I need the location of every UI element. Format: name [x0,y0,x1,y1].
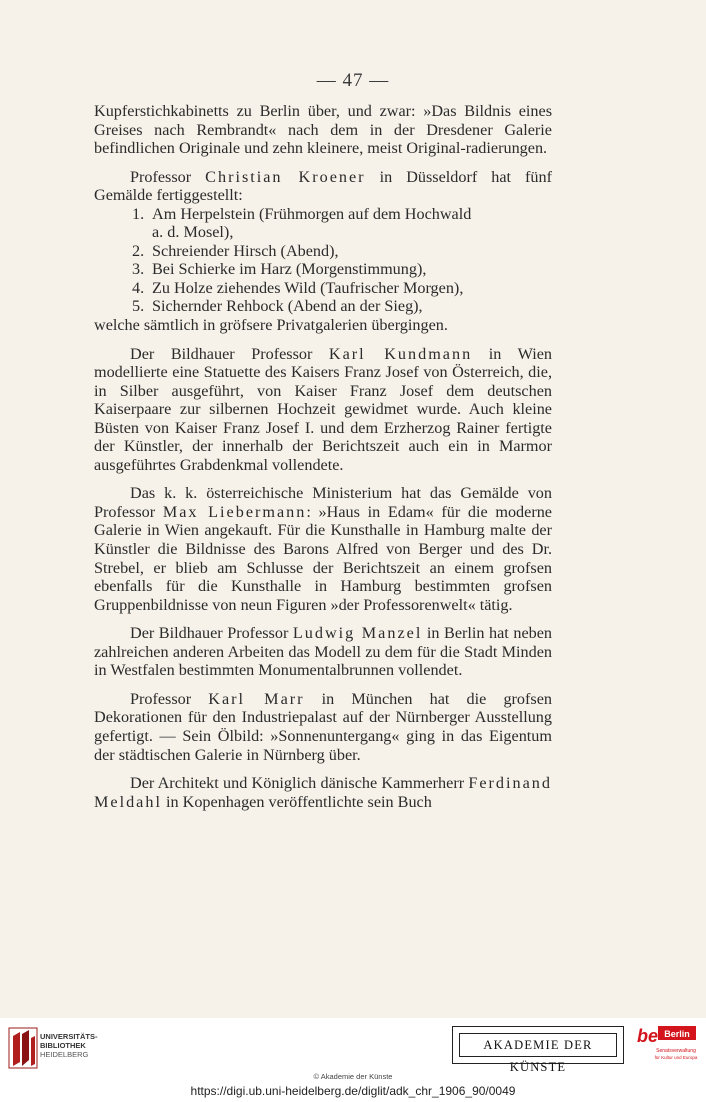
paragraph-4: Das k. k. österreichische Ministerium hat das Gemälde von Professor Max Liebermann: »Haus in Edam« für die moderne Galerie in Wien angekauft. Für die Kunsthalle in Hamburg malte der Künstler die Bildnisse des Barons Alfred von Berger und des Dr. Strebel, er blieb am Schlusse der Berichtszeit an einem grofsen ebenfalls für die Kunsthalle in Hamburg bestimmten grofsen Gruppenbildnisse von neun Figuren »der Professorenwelt« tätig. [94,484,552,614]
berlin-subtitle-1: Senatsverwaltung [656,1048,696,1054]
artist-name: Ludwig Manzel [292,624,423,643]
source-url-link[interactable]: https://digi.ub.uni-heidelberg.de/diglit/adk_chr_1906_90/0049 [190,1084,516,1098]
berlin-word-text: Berlin [664,1029,690,1039]
list-item: 4. Zu Holze ziehendes Wild (Taufrischer Morgen), [132,278,464,297]
paragraph-3: Der Bildhauer Professor Karl Kundmann in Wien modellierte eine Statuette des Kaisers Franz Josef von Österreich, die, in Silber ausgeführt, von Kaiser Franz Josef dem deutschen Kaiserpaare zur silbernen Hochzeit gewidmet wurde. Auch kleine Büsten von Kaiser Franz Josef I. und dem Erzherzog Rainer fertigte der Künstler, der innerhalb der Berichtszeit auch ein in Marmor ausgeführtes Grabdenkmal vollendete. [94,344,553,474]
artist-name: Karl Marr [208,689,305,708]
list-item: 1. Am Herpelstein (Frühmorgen auf dem Hochwald a. d. Mosel), [132,204,472,242]
painting-list [94,205,552,316]
list-conclusion: welche sämtlich in gröfsere Privatgalerien übergingen. [94,316,448,335]
berlin-be-text: be [637,1026,659,1046]
footer-bar [0,1018,706,1102]
paragraph-6: Professor Karl Marr in München hat die grofsen Dekorationen für den Industriepalast auf der Nürnberger Ausstellung gefertigt. — Sein Ölbild: »Sonnenuntergang« ging in das Eigentum der städtischen Galerie in Nürnberg über. [94,689,552,764]
paragraph-7: Der Architekt und Königlich dänische Kammerherr Ferdinand Meldahl in Kopenhagen veröffentlichte sein Buch [94,774,552,811]
list-item: 3. Bei Schierke im Harz (Morgenstimmung), [132,260,427,279]
list-item: 2. Schreiender Hirsch (Abend), [132,241,339,260]
artist-name: Max Liebermann [162,502,307,521]
body-text [94,102,552,821]
copyright-notice: © Akademie der Künste [313,1072,393,1081]
library-emblem-icon [8,1026,38,1070]
paragraph-5: Der Bildhauer Professor Ludwig Manzel in Berlin hat neben zahlreichen anderen Arbeiten das Modell zu dem für die Stadt Minden in Westfalen bestimmten Monumentalbrunnen vollendet. [94,624,553,680]
artist-name: Christian Kroener [205,167,366,186]
paragraph-2: Professor Christian Kroener in Düsseldorf hat fünf Gemälde fertiggestellt: [94,167,552,205]
artist-name: Ferdinand Meldahl [94,774,552,811]
page-number: — 47 — [316,70,390,91]
university-library-logo[interactable] [8,1026,98,1078]
artist-name: Karl Kundmann [328,344,473,363]
berlin-subtitle-2: für Kultur und Europa [654,1055,698,1060]
akademie-logo[interactable]: AKADEMIE DER KÜNSTE [452,1026,624,1064]
library-name: UNIVERSITÄTS- BIBLIOTHEK HEIDELBERG [40,1032,98,1059]
berlin-senate-logo[interactable] [636,1024,698,1068]
list-item: 5. Sichernder Rehbock (Abend an der Sieg), [132,297,423,316]
paragraph-1: Kupferstichkabinetts zu Berlin über, und zwar: »Das Bildnis eines Greises nach Rembrandt« nach dem in der Dresdener Galerie befindlichen Originale und zehn kleinere, meist Original-radierungen. [94,102,552,158]
